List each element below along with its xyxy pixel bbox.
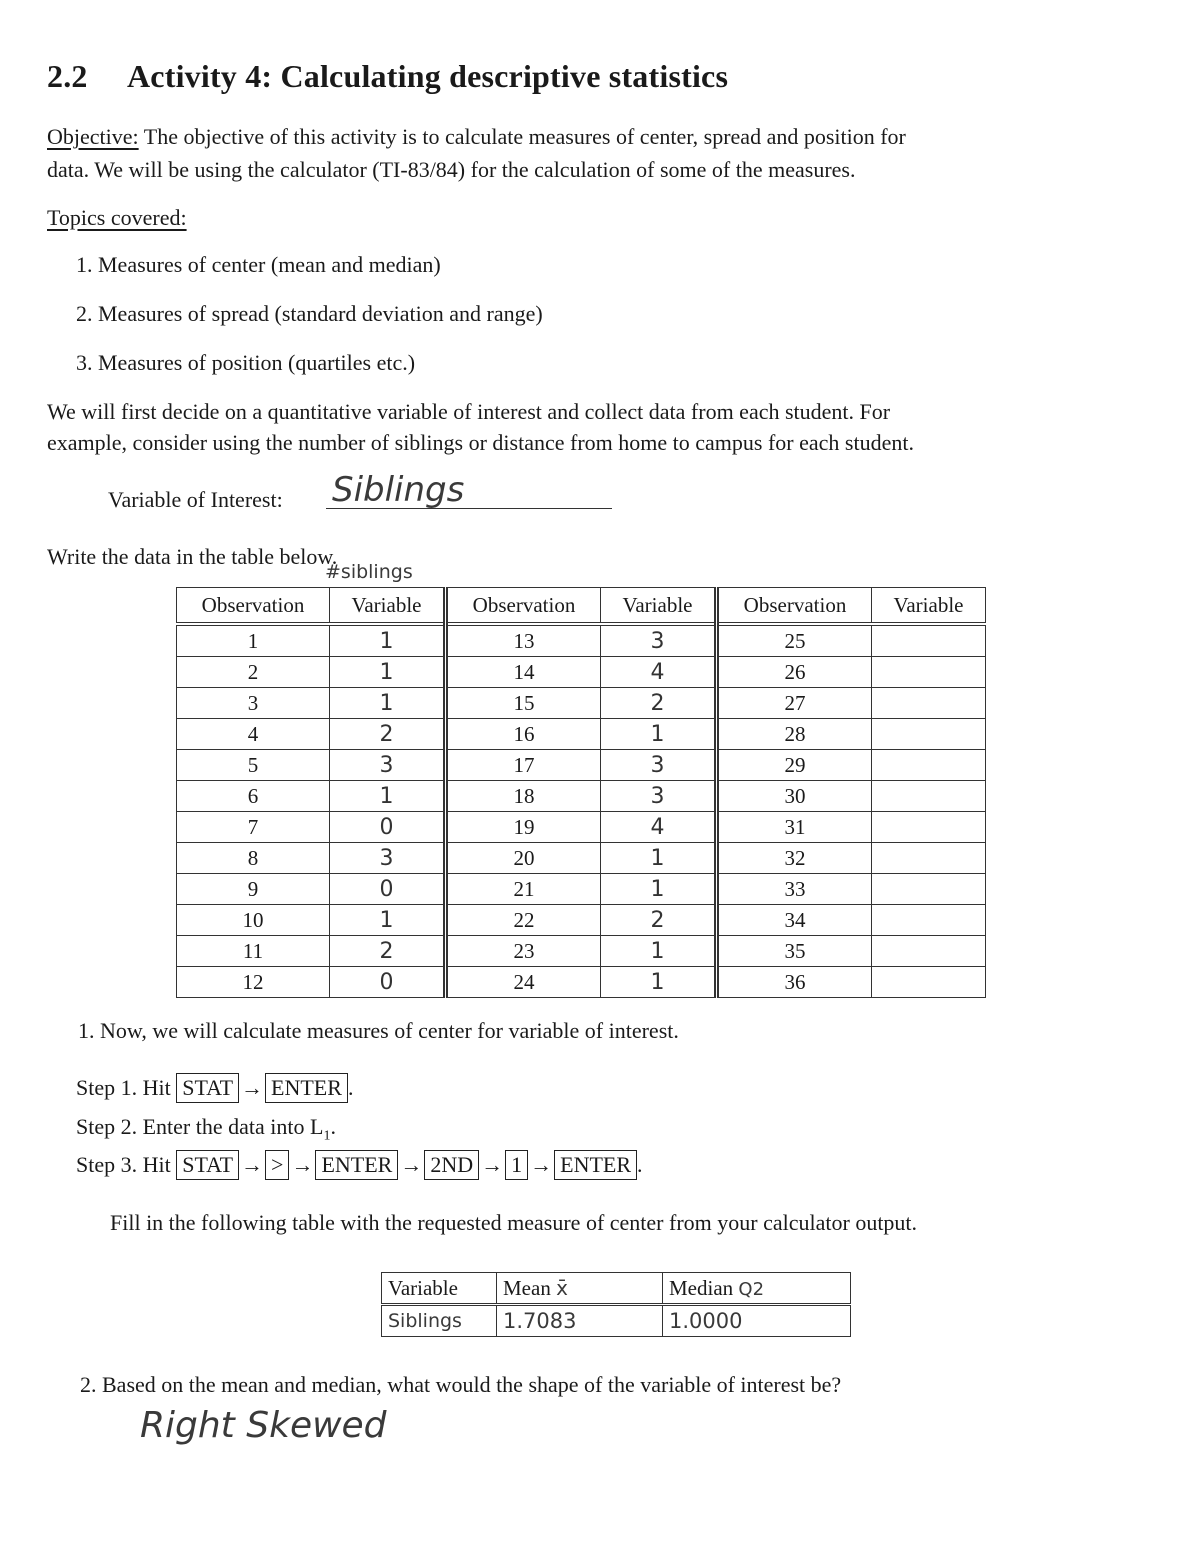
topics-label: Topics covered: [47,205,187,230]
variable-cell: 1 [601,719,717,750]
period: . [637,1152,643,1177]
arrow: → [530,1152,553,1177]
step-3 [76,1148,643,1181]
variable-cell [872,781,986,812]
observation-cell: 34 [717,905,872,936]
table-row [177,657,986,688]
variable-cell: 1 [601,936,717,967]
table-row [177,812,986,843]
variable-cell [872,936,986,967]
variable-cell [872,750,986,781]
key-enter: ENTER [265,1073,348,1103]
variable-cell: 0 [330,967,446,998]
observation-cell: 25 [717,624,872,657]
table-row [177,874,986,905]
table-prompt: Write the data in the table below. [47,544,338,569]
variable-cell: 0 [330,874,446,905]
observation-cell: 5 [177,750,330,781]
objective-label: Objective: [47,124,139,149]
topics-list [76,252,543,399]
arrow: → [291,1152,314,1177]
key-stat: STAT [176,1073,239,1103]
data-table [176,587,986,998]
variable-cell [872,812,986,843]
variable-cell [872,719,986,750]
observation-cell: 3 [177,688,330,719]
observation-cell: 12 [177,967,330,998]
objective-text-2: data. We will be using the calculator (TI-83/84) for the calculation of some of the measures. [47,157,856,182]
table-row [177,688,986,719]
observation-cell: 31 [717,812,872,843]
header-variable: Variable [330,588,446,625]
variable-cell [872,843,986,874]
step-2-subscript: 1 [323,1128,331,1144]
variable-cell: 3 [601,781,717,812]
step-3-label: Step 3. Hit [76,1152,171,1177]
observation-cell: 13 [446,624,601,657]
variable-cell: 3 [330,750,446,781]
variable-cell [872,657,986,688]
header-observation: Observation [446,588,601,625]
observation-cell: 19 [446,812,601,843]
observation-cell: 28 [717,719,872,750]
header-observation: Observation [717,588,872,625]
observation-cell: 8 [177,843,330,874]
objective-text-1: The objective of this activity is to calculate measures of center, spread and position for [143,124,906,149]
table-row [177,750,986,781]
center-header-variable: Variable [382,1273,497,1305]
median-note: Q2 [738,1278,765,1300]
variable-cell: 1 [330,624,446,657]
variable-cell: 4 [601,657,717,688]
period: . [330,1114,336,1139]
arrow: → [241,1152,264,1177]
center-header-mean [497,1273,663,1305]
observation-cell: 23 [446,936,601,967]
variable-cell [872,905,986,936]
variable-cell: 2 [330,719,446,750]
section-number: 2.2 [47,58,88,94]
topic-item: 2. Measures of spread (standard deviation and range) [76,301,543,326]
step-1-label: Step 1. Hit [76,1075,171,1100]
q2-text: 2. Based on the mean and median, what would the shape of the variable of interest be? [80,1372,842,1397]
observation-cell: 32 [717,843,872,874]
variable-cell [872,874,986,905]
variable-cell: 2 [601,688,717,719]
observation-cell: 15 [446,688,601,719]
topic-item: 3. Measures of position (quartiles etc.) [76,350,416,375]
variable-cell: 3 [330,843,446,874]
observation-cell: 24 [446,967,601,998]
step-2 [76,1110,336,1152]
fill-instruction: Fill in the following table with the requested measure of center from your calculator output. [110,1210,918,1235]
center-header-median [663,1273,851,1305]
variable-cell: 1 [330,905,446,936]
center-value-mean: 1.7083 [497,1305,663,1337]
key-stat: STAT [176,1150,239,1180]
variable-cell: 3 [601,624,717,657]
observation-cell: 22 [446,905,601,936]
variable-cell: 2 [601,905,717,936]
intro-line-2: example, consider using the number of siblings or distance from home to campus for each student. [47,430,914,455]
center-value-variable: Siblings [382,1305,497,1337]
table-row [177,936,986,967]
header-observation: Observation [177,588,330,625]
observation-cell: 9 [177,874,330,905]
key-enter: ENTER [554,1150,637,1180]
observation-cell: 1 [177,624,330,657]
step-1 [76,1071,353,1104]
variable-cell: 0 [330,812,446,843]
arrow: → [400,1152,423,1177]
variable-cell [872,967,986,998]
key-2nd: 2ND [424,1150,479,1180]
variable-cell: 1 [330,781,446,812]
observation-cell: 4 [177,719,330,750]
observation-cell: 14 [446,657,601,688]
observation-cell: 18 [446,781,601,812]
observation-cell: 36 [717,967,872,998]
header-variable: Variable [601,588,717,625]
observation-cell: 26 [717,657,872,688]
key-enter: ENTER [315,1150,398,1180]
objective-line-1 [47,120,906,153]
table-row [177,781,986,812]
variable-cell: 1 [330,657,446,688]
header-variable: Variable [872,588,986,625]
variable-cell: 1 [601,874,717,905]
observation-cell: 17 [446,750,601,781]
variable-cell: 1 [330,688,446,719]
observation-cell: 16 [446,719,601,750]
variable-cell [872,624,986,657]
observation-cell: 7 [177,812,330,843]
variable-cell [872,688,986,719]
mean-label: Mean [503,1275,551,1300]
q1-text: 1. Now, we will calculate measures of center for variable of interest. [78,1018,679,1043]
variable-cell: 3 [601,750,717,781]
table-row [177,719,986,750]
variable-cell: 2 [330,936,446,967]
table-row [177,905,986,936]
key-right: > [265,1150,289,1180]
step-2-text: Step 2. Enter the data into L [76,1114,324,1139]
table-row [177,624,986,657]
variable-cell: 4 [601,812,717,843]
observation-cell: 6 [177,781,330,812]
period: . [347,1075,354,1100]
mean-note: x̄ [556,1275,568,1300]
observation-cell: 29 [717,750,872,781]
key-1: 1 [505,1150,528,1180]
observation-cell: 2 [177,657,330,688]
variable-label: Variable of Interest: [108,487,283,512]
observation-cell: 33 [717,874,872,905]
variable-cell: 1 [601,967,717,998]
variable-cell: 1 [601,843,717,874]
median-label: Median [669,1275,734,1300]
observation-cell: 20 [446,843,601,874]
q2-answer: Right Skewed [140,1405,387,1446]
topic-item: 1. Measures of center (mean and median) [76,252,441,277]
table-row [177,967,986,998]
observation-cell: 11 [177,936,330,967]
arrow: → [481,1152,504,1177]
arrow: → [241,1075,264,1100]
observation-cell: 21 [446,874,601,905]
observation-cell: 10 [177,905,330,936]
page-title [47,58,728,95]
center-value-median: 1.0000 [663,1305,851,1337]
observation-cell: 30 [717,781,872,812]
observation-cell: 35 [717,936,872,967]
variable-value: Siblings [332,470,465,510]
intro-line-1: We will first decide on a quantitative variable of interest and collect data from each student. For [47,399,891,424]
table-row [177,843,986,874]
section-title: Activity 4: Calculating descriptive statistics [127,58,729,94]
observation-cell: 27 [717,688,872,719]
table-annotation: #siblings [325,561,413,583]
center-table [381,1272,851,1337]
